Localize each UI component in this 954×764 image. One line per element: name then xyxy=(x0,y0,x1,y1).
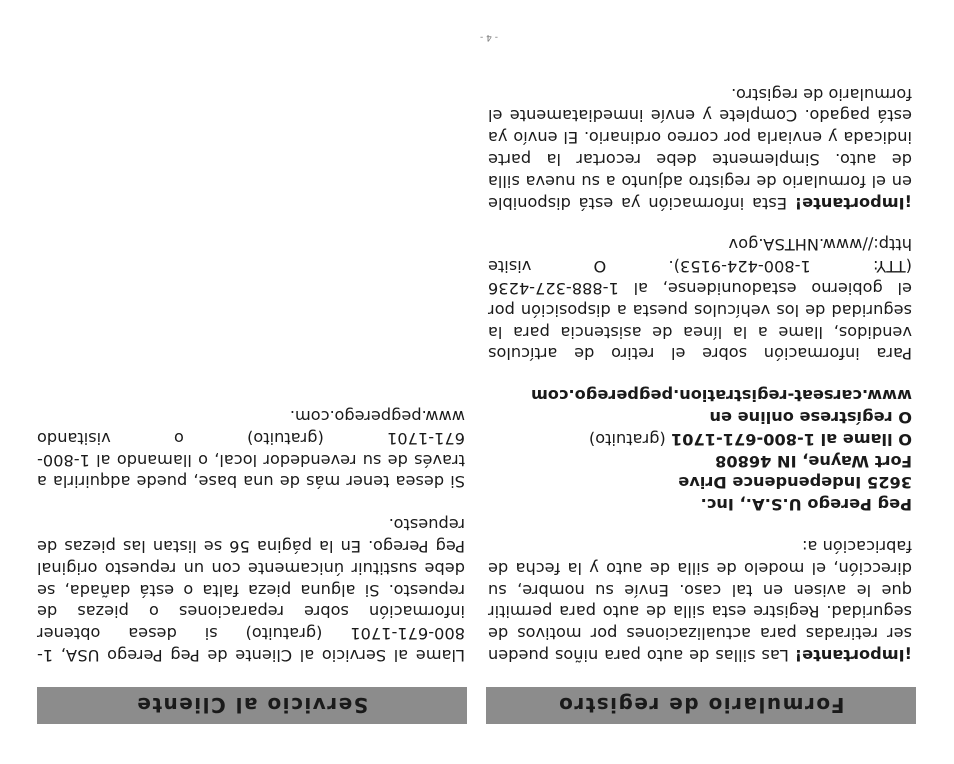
page-number: - 4 - xyxy=(480,32,498,42)
customer-service-body xyxy=(37,405,465,666)
address-line-2: 3625 Independence Drive xyxy=(678,473,912,493)
intro-text: Las sillas de auto para niños pueden ser retiradas para actualizaciones por motivos de seguridad. Registre esta silla de auto para permitir que le avisen en tal caso. Envíe su nombre, su dirección, el modelo de silla de auto y la fecha de fabricación a: xyxy=(488,537,912,665)
note-text: Esta información ya está disponible en el formulario de registro adjunto a su nueva silla de auto. Simplemente debe recortar la parte indicada y enviarla por correo ordinario. El envío ya está pagado. Complete y envíe inmediatamente el formulario de registro. xyxy=(488,84,912,213)
address-line-1: Peg Perego U.S.A., Inc. xyxy=(700,495,912,515)
online-line: O regístrese online en xyxy=(709,408,912,428)
registration-intro xyxy=(488,535,912,666)
address-line-3: Fort Wayne, IN 46808 xyxy=(715,451,912,471)
service-paragraph-1: Llame al Servicio al Cliente de Peg Perego USA, 1-800-671-1701 (gratuito) si desea obtener información sobre reparaciones o piezas de repuesto. Si alguna pieza falta o está dañada, se debe sustituir únicamente con un repuesto original Peg Perego. En la página 56 se listan las piezas de repuesto. xyxy=(37,515,465,665)
registration-header: Formulario de registro xyxy=(486,687,916,724)
phone-line xyxy=(488,428,912,450)
phone-strong: O llame al 1-800-671-1701 xyxy=(670,429,912,449)
registration-url[interactable]: www.carseat-registration.pegperego.com xyxy=(530,386,912,406)
customer-service-header: Servicio al Cliente xyxy=(37,687,467,724)
registration-note xyxy=(488,83,912,214)
intro-important-label: ¡Importante! xyxy=(794,646,912,665)
registration-body xyxy=(488,83,912,666)
recall-info: Para información sobre el retiro de artículos vendidos, llame a la línea de asistencia para la seguridad de los vehículos puesta a disposición por el gobierno estadounidense, al 1-888-327-4236 (TTY: 1-800-424-9153). O visite http://www.NHTSA.gov xyxy=(488,235,912,364)
service-paragraph-2: Si desea tener más de una base, puede adquirirla a través de su revendedor local, o llamando al 1-800-671-1701 (gratuito) o visitando www.pegperego.com. xyxy=(37,407,465,492)
phone-note: (gratuito) xyxy=(588,429,671,449)
note-important-label: ¡Importante! xyxy=(794,193,912,213)
